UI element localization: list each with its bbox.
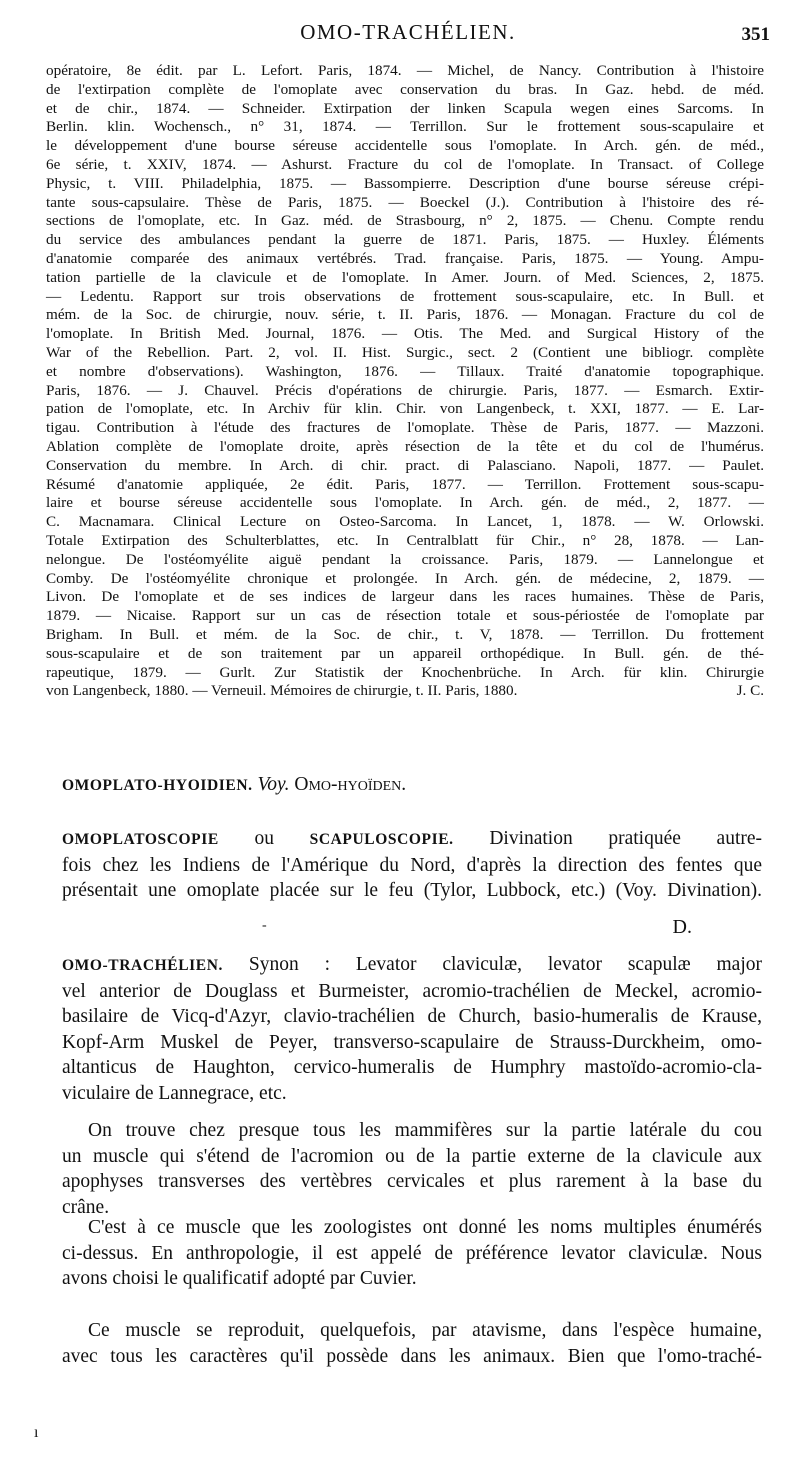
bibliography-line: von Langenbeck, 1880. — Verneuil. Mémoires de chirurgie, t. II. Paris, 1880. — [46, 682, 518, 700]
entry-omo-trachelien — [62, 952, 762, 1106]
bibliography-line: 6e série, t. XXIV, 1874. — Ashurst. Fracture du col de l'omoplate. In Transact. of College — [46, 155, 764, 173]
bibliography-line: Totale Extirpation des Schulterblattes, etc. In Centralblatt für Chir., n° 28, 1878. — Lan- — [46, 531, 764, 549]
headword: OMO-TRACHÉLIEN. — [62, 957, 223, 974]
entry-line: Kopf-Arm Muskel de Peyer, transverso-scapulaire de Strauss-Durckheim, omo- — [62, 1031, 762, 1053]
bibliography-line: — Ledentu. Rapport sur trois observations de frottement sous-scapulaire, etc. In Bull. et — [46, 287, 764, 305]
bibliography-line: Brigham. In Bull. et mém. de la Soc. de chir., t. V, 1878. — Terrillon. Du frottement — [46, 625, 764, 643]
bibliography-line: 1879. — Nicaise. Rapport sur un cas de résection totale et sous-périostée de l'omoplate par — [46, 607, 764, 625]
bibliography-line: Comby. De l'ostéomyélite chronique et prolongée. In Arch. gén. de médecine, 2, 1879. — — [46, 569, 764, 587]
paragraph-line: avons choisi le qualificatif adopté par Cuvier. — [62, 1268, 417, 1289]
cross-reference-target: Omo-hyoïden. — [294, 774, 407, 795]
bibliography-line: et nombre d'observations). Washington, 1876. — Tillaux. Traité d'anatomie topographique. — [46, 362, 764, 380]
bibliography-line: Résumé d'anatomie appliquée, 2e édit. Paris, 1877. — Terrillon. Frottement sous-scapu- — [46, 475, 764, 493]
bibliography-line: tigau. Contribution à l'étude des fractures de l'omoplate. Thèse de Paris, 1877. — Mazzoni. — [46, 419, 764, 437]
bibliography-line: Physic, t. VIII. Philadelphia, 1875. — Bassompierre. Description d'une bourse séreuse crépi- — [46, 174, 764, 192]
paragraph-line: On trouve chez presque tous les mammifères sur la partie latérale du cou — [88, 1120, 762, 1141]
bibliography-line: de l'extirpation complète de l'omoplate avec conservation du bras. In Gaz. hebd. de méd. — [46, 80, 764, 98]
entry-line: présentait une omoplate placée sur le feu (Tylor, Lubbock, etc.) (Voy. Divination). — [62, 880, 762, 901]
entry-line — [62, 826, 762, 853]
bibliography-line: C. Macnamara. Clinical Lecture on Osteo-Sarcoma. In Lancet, 1, 1878. — W. Orlowski. — [46, 513, 764, 531]
paragraph-line: avec tous les caractères qu'il possède dans les animaux. Bien que l'omo-traché- — [62, 1345, 762, 1367]
definition-text: Divination pratiquée autre- — [489, 828, 763, 849]
author-signoff: J. C. — [736, 682, 764, 700]
author-initial: D. — [672, 916, 692, 938]
paragraph-line: un muscle qui s'étend de l'acromion ou de la partie externe de la clavicule aux — [62, 1145, 762, 1167]
bibliography-line: sous-scapulaire et de son traitement par un appareil orthopédique. In Bull. gén. de thé- — [46, 644, 764, 662]
bibliography-line: Paris, 1876. — J. Chauvel. Précis d'opérations de chirurgie. Paris, 1877. — Esmarch. Extir- — [46, 381, 764, 399]
paragraph-line: apophyses transverses des vertèbres cervicales et plus rarement à la base du — [62, 1171, 762, 1192]
headword-alt: SCAPULOSCOPIE. — [309, 831, 454, 848]
bibliography-line: tante sous-capsulaire. Thèse de Paris, 1875. — Boeckel (J.). Contribution à l'histoire des ré- — [46, 193, 764, 211]
bibliography-line: Berlin. klin. Wochensch., n° 31, 1874. — Terrillon. Sur le frottement sous-scapulaire et — [46, 118, 764, 136]
bibliography-line: opératoire, 8e édit. par L. Lefort. Paris, 1874. — Michel, de Nancy. Contribution à l'histoire — [46, 62, 764, 79]
bibliography-line: pation de l'omoplate, etc. In Archiv für klin. Chir. von Langenbeck, t. XXI, 1877. — E. Lar- — [46, 400, 764, 418]
paragraph-line: Ce muscle se reproduit, quelquefois, par atavisme, dans l'espèce humaine, — [88, 1320, 762, 1341]
bibliography-line: du service des ambulances pendant la guerre de 1871. Paris, 1875. — Huxley. Éléments — [46, 231, 764, 249]
headword: OMOPLATO-HYOIDIEN. — [62, 777, 253, 794]
entry-line: viculaire de Lannegrace, etc. — [62, 1082, 287, 1104]
paragraph — [62, 1318, 762, 1369]
bibliography-line: et de chir., 1874. — Schneider. Extirpation der linken Scapula wegen eines Sarcoms. In — [46, 99, 764, 117]
entry-line: basilaire de Vicq-d'Azyr, clavio-trachélien de Church, basio-humeralis de Krause, — [62, 1006, 762, 1027]
entry-omoplatoscopie — [62, 826, 762, 904]
bibliography-line: Conservation du membre. In Arch. di chir. pract. di Palasciano. Napoli, 1877. — Paulet. — [46, 456, 764, 474]
bibliography-line: mém. de la Soc. de chirurgie, nouv. série, t. II. Paris, 1876. — Monagan. Fracture du col de — [46, 306, 764, 324]
bibliography-line: nelongue. De l'ostéomyélite aiguë pendant la croissance. Paris, 1879. — Lannelongue et — [46, 550, 764, 568]
paragraph-line: crâne. — [62, 1196, 110, 1218]
print-mark: - — [262, 918, 267, 933]
bibliography-line: rapeutique, 1879. — Gurlt. Zur Statistik der Knochenbrüche. In Arch. für klin. Chirurgie — [46, 663, 764, 681]
bibliography-block — [46, 62, 764, 701]
paragraph — [62, 1118, 762, 1220]
bibliography-line: Ablation complète de l'omoplate droite, après résection de la tête et du col de l'humérus. — [46, 437, 764, 455]
entry-line — [62, 952, 762, 979]
bibliography-line: War of the Rebellion. Part. 2, vol. II. Hist. Surgic., sect. 2 (Contient une bibliogr. complète — [46, 343, 764, 361]
bibliography-line: tation partielle de la clavicule et de l'omoplate. In Amer. Journ. of Med. Sciences, 2, 1875. — [46, 268, 764, 286]
entry-line: vel anterior de Douglass et Burmeister, acromio-trachélien de Meckel, acromio- — [62, 980, 762, 1002]
bibliography-line: d'anatomie comparée des animaux vertébrés. Trad. française. Paris, 1875. — Young. Ampu- — [46, 249, 764, 267]
bibliography-line: l'omoplate. In British Med. Journal, 1876. — Otis. The Med. and Surgical History of the — [46, 325, 764, 343]
paragraph-line: ci-dessus. En anthropologie, il est appelé de préférence levator claviculæ. Nous — [62, 1242, 762, 1264]
synonym-text: Synon : Levator claviculæ, levator scapulæ major — [248, 954, 762, 975]
headword: OMOPLATOSCOPIE — [62, 831, 219, 848]
stray-print-mark: ı — [34, 1424, 39, 1441]
entry-line: altanticus de Haughton, cervico-humeralis de Humphry mastoïdo-acromio-cla- — [62, 1057, 762, 1078]
paragraph — [62, 1215, 762, 1292]
bibliography-line: laire et bourse séreuse accidentelle sous l'omoplate. In Arch. gén. de méd., 2, 1877. — — [46, 494, 764, 512]
paragraph-line: C'est à ce muscle que les zoologistes ont donné les noms multiples énumérés — [88, 1217, 762, 1238]
conjunction: ou — [254, 828, 274, 849]
see-reference: Voy. — [257, 774, 290, 795]
bibliography-line: sections de l'omoplate, etc. In Gaz. méd. de Strasbourg, n° 2, 1875. — Chenu. Compte rendu — [46, 212, 764, 230]
page-number: 351 — [741, 24, 770, 45]
bibliography-line: le développement d'une bourse séreuse accidentelle sous l'omoplate. In Arch. gén. de méd., — [46, 137, 764, 155]
bibliography-line: Livon. De l'omoplate et de ses indices de largeur dans les races humaines. Thèse de Paris, — [46, 588, 764, 606]
entry-line: fois chez les Indiens de l'Amérique du Nord, d'après la direction des fentes que — [62, 854, 762, 876]
entry-omoplato-hyoidien — [62, 772, 762, 799]
page-header — [46, 20, 770, 50]
running-title: OMO-TRACHÉLIEN. — [300, 20, 516, 44]
